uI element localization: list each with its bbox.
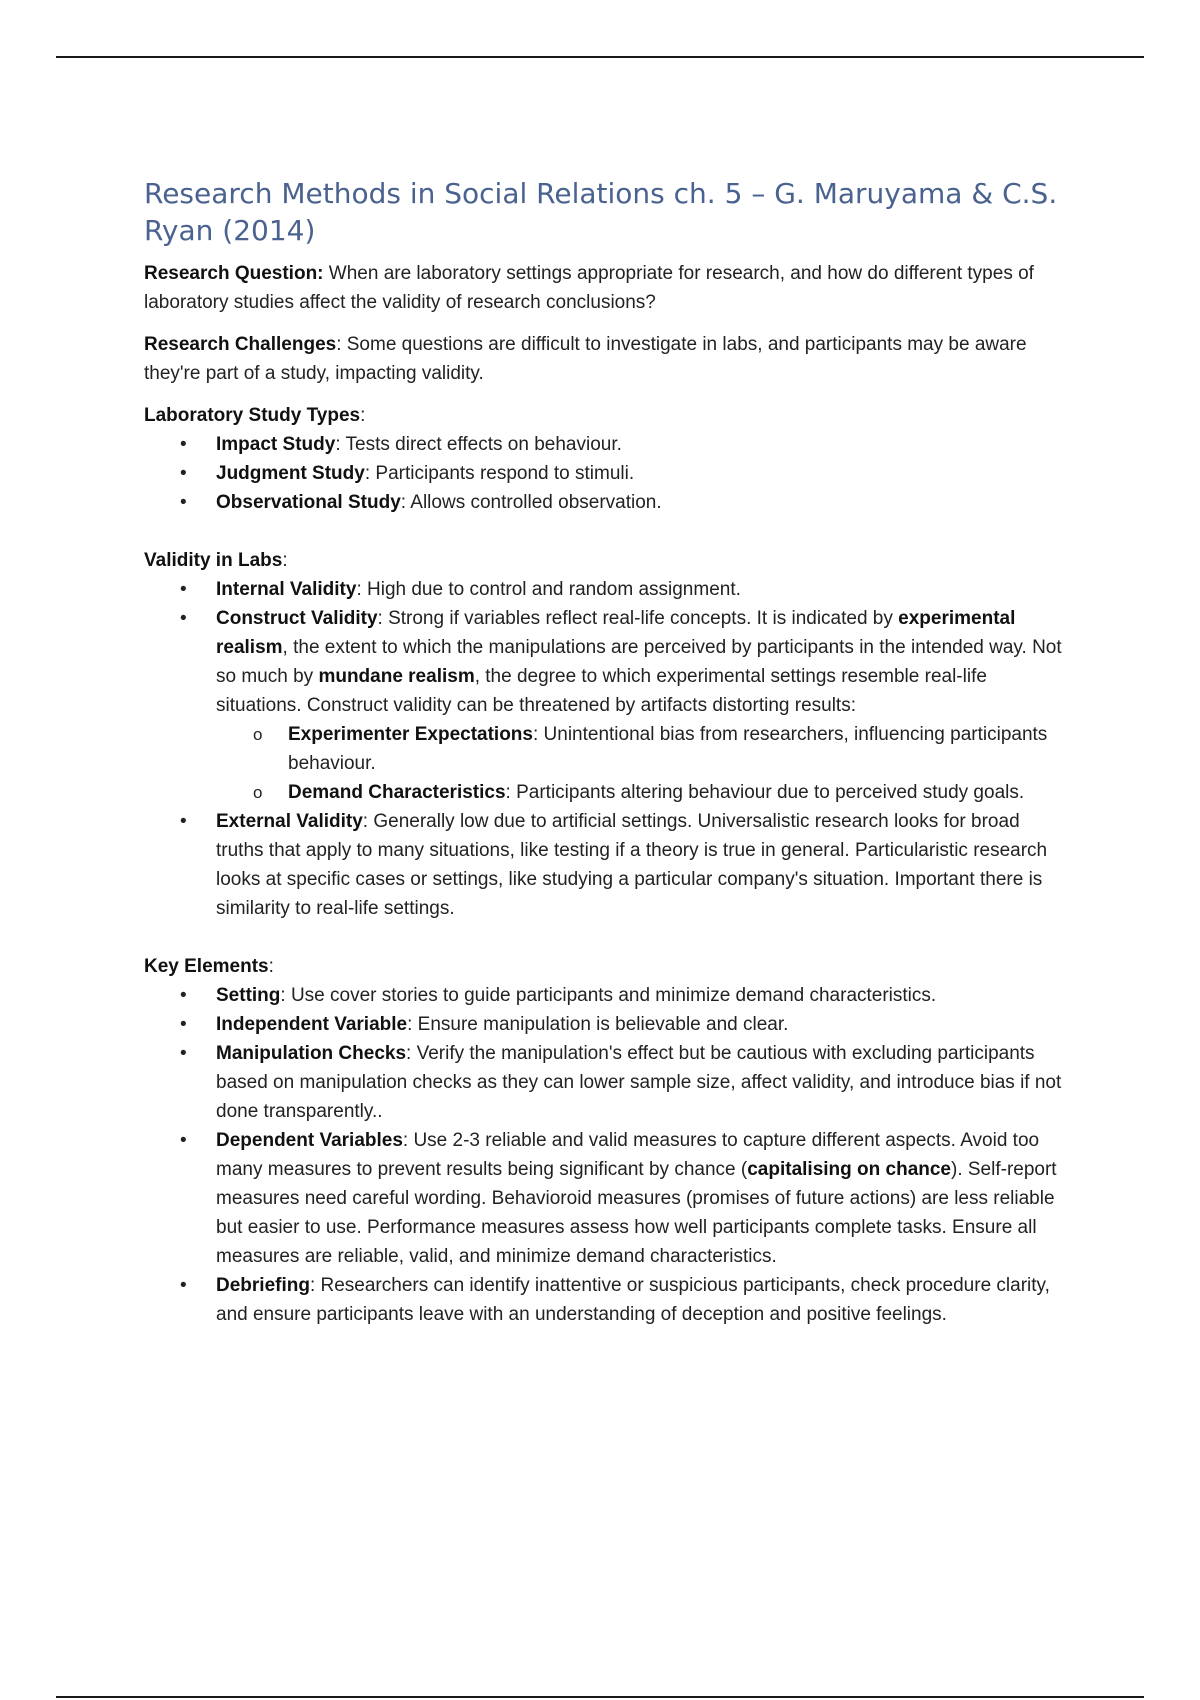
research-question-paragraph <box>144 259 1064 317</box>
research-question-text: When are laboratory settings appropriate for research, and how do different types of laboratory studies affect the validity of research conclusions? <box>144 263 1034 313</box>
list-item-term: Manipulation Checks <box>216 1043 407 1064</box>
study-types-heading <box>144 401 1064 430</box>
list-item-term: Setting <box>216 985 281 1006</box>
list-item-text: : Use 2-3 reliable and valid measures to capture different aspects. Avoid too many measures to prevent results being significant by chance ( <box>216 1130 1040 1180</box>
list-item-text: : Participants respond to stimuli. <box>364 463 635 484</box>
research-challenges-label: Research Challenges <box>144 334 337 355</box>
sub-list-item-text: : Unintentional bias from researchers, influencing participants behaviour. <box>288 724 1048 774</box>
sub-list-item-term: Demand Characteristics <box>288 782 506 803</box>
list-item-text: : High due to control and random assignment. <box>356 579 741 600</box>
footer-rule <box>56 1696 1144 1698</box>
key-elements-list <box>144 981 1064 1329</box>
list-item-term: Debriefing <box>216 1275 310 1296</box>
list-item-text: : Allows controlled observation. <box>400 492 662 513</box>
list-item-text: , the degree to which experimental settings resemble real-life situations. Construct validity can be threatened by artifacts distorting results: <box>216 666 987 716</box>
experimental-realism-term: experimental realism <box>216 608 1016 658</box>
list-item-term: Dependent Variables <box>216 1130 403 1151</box>
list-item <box>144 430 1064 459</box>
validity-list <box>144 575 1064 923</box>
list-item-term: Internal Validity <box>216 579 357 600</box>
list-item-text: , the extent to which the manipulations are perceived by participants in the intended way. Not so much by <box>216 637 1062 687</box>
list-item <box>144 807 1064 923</box>
page-title: Research Methods in Social Relations ch. 5 – G. Maruyama & C.S. Ryan (2014) <box>144 177 1058 247</box>
list-item-term: Construct Validity <box>216 608 378 629</box>
list-item-text: : Generally low due to artificial settings. Universalistic research looks for broad truths that apply to many situations, like testing if a theory is true in general. Particularistic research looks at specific cases or settings, like studying a particular company's situation. Important there is similarity to real-life settings. <box>216 811 1048 919</box>
artifacts-sublist <box>216 720 1064 807</box>
list-item <box>144 488 1064 517</box>
list-item-term: Observational Study <box>216 492 401 513</box>
mundane-realism-term: mundane realism <box>318 666 475 687</box>
key-elements-heading <box>144 952 1064 981</box>
list-item <box>144 604 1064 807</box>
list-item <box>144 1126 1064 1271</box>
list-item <box>144 1039 1064 1126</box>
list-item-text: : Strong if variables reflect real-life concepts. It is indicated by <box>377 608 899 629</box>
list-item-term: Judgment Study <box>216 463 365 484</box>
sub-list-item <box>216 720 1064 778</box>
list-item <box>144 1271 1064 1329</box>
list-item-term: Independent Variable <box>216 1014 408 1035</box>
spacer <box>144 517 1064 546</box>
list-item-text: ). Self-report measures need careful wording. Behavioroid measures (promises of future actions) are less reliable but easier to use. Performance measures assess how well participants complete tasks. Ensure all measures are reliable, valid, and minimize demand characteristics. <box>216 1159 1057 1267</box>
list-item-text: : Ensure manipulation is believable and clear. <box>407 1014 789 1035</box>
list-item-text: : Researchers can identify inattentive or suspicious participants, check procedure clarity, and ensure participants leave with an understanding of deception and positive feelings. <box>216 1275 1050 1325</box>
list-item <box>144 981 1064 1010</box>
list-item-text: : Verify the manipulation's effect but be cautious with excluding participants based on manipulation checks as they can lower sample size, affect validity, and introduce bias if not done transparently.. <box>216 1043 1062 1122</box>
study-types-heading-text: Laboratory Study Types <box>144 405 361 426</box>
document-body <box>144 175 1064 1329</box>
spacer <box>144 923 1064 952</box>
list-item-text: : Use cover stories to guide participants and minimize demand characteristics. <box>280 985 937 1006</box>
sub-list-item-term: Experimenter Expectations <box>288 724 533 745</box>
key-elements-heading-text: Key Elements <box>144 956 269 977</box>
validity-colon: : <box>282 550 288 571</box>
research-challenges-text: : Some questions are difficult to investigate in labs, and participants may be aware they're part of a study, impacting validity. <box>144 334 1027 384</box>
header-rule <box>56 56 1144 58</box>
validity-heading-text: Validity in Labs <box>144 550 283 571</box>
key-elements-colon: : <box>268 956 274 977</box>
research-challenges-paragraph <box>144 330 1064 388</box>
list-item <box>144 1010 1064 1039</box>
research-question-label: Research Question: <box>144 263 324 284</box>
capitalising-on-chance-term: capitalising on chance <box>747 1159 951 1180</box>
study-types-colon: : <box>360 405 366 426</box>
list-item <box>144 575 1064 604</box>
sub-list-item-text: : Participants altering behaviour due to perceived study goals. <box>505 782 1025 803</box>
study-types-list <box>144 430 1064 517</box>
list-item-term: Impact Study <box>216 434 336 455</box>
list-item-term: External Validity <box>216 811 363 832</box>
list-item-text: : Tests direct effects on behaviour. <box>335 434 622 455</box>
sub-list-item <box>216 778 1064 807</box>
validity-heading <box>144 546 1064 575</box>
list-item <box>144 459 1064 488</box>
